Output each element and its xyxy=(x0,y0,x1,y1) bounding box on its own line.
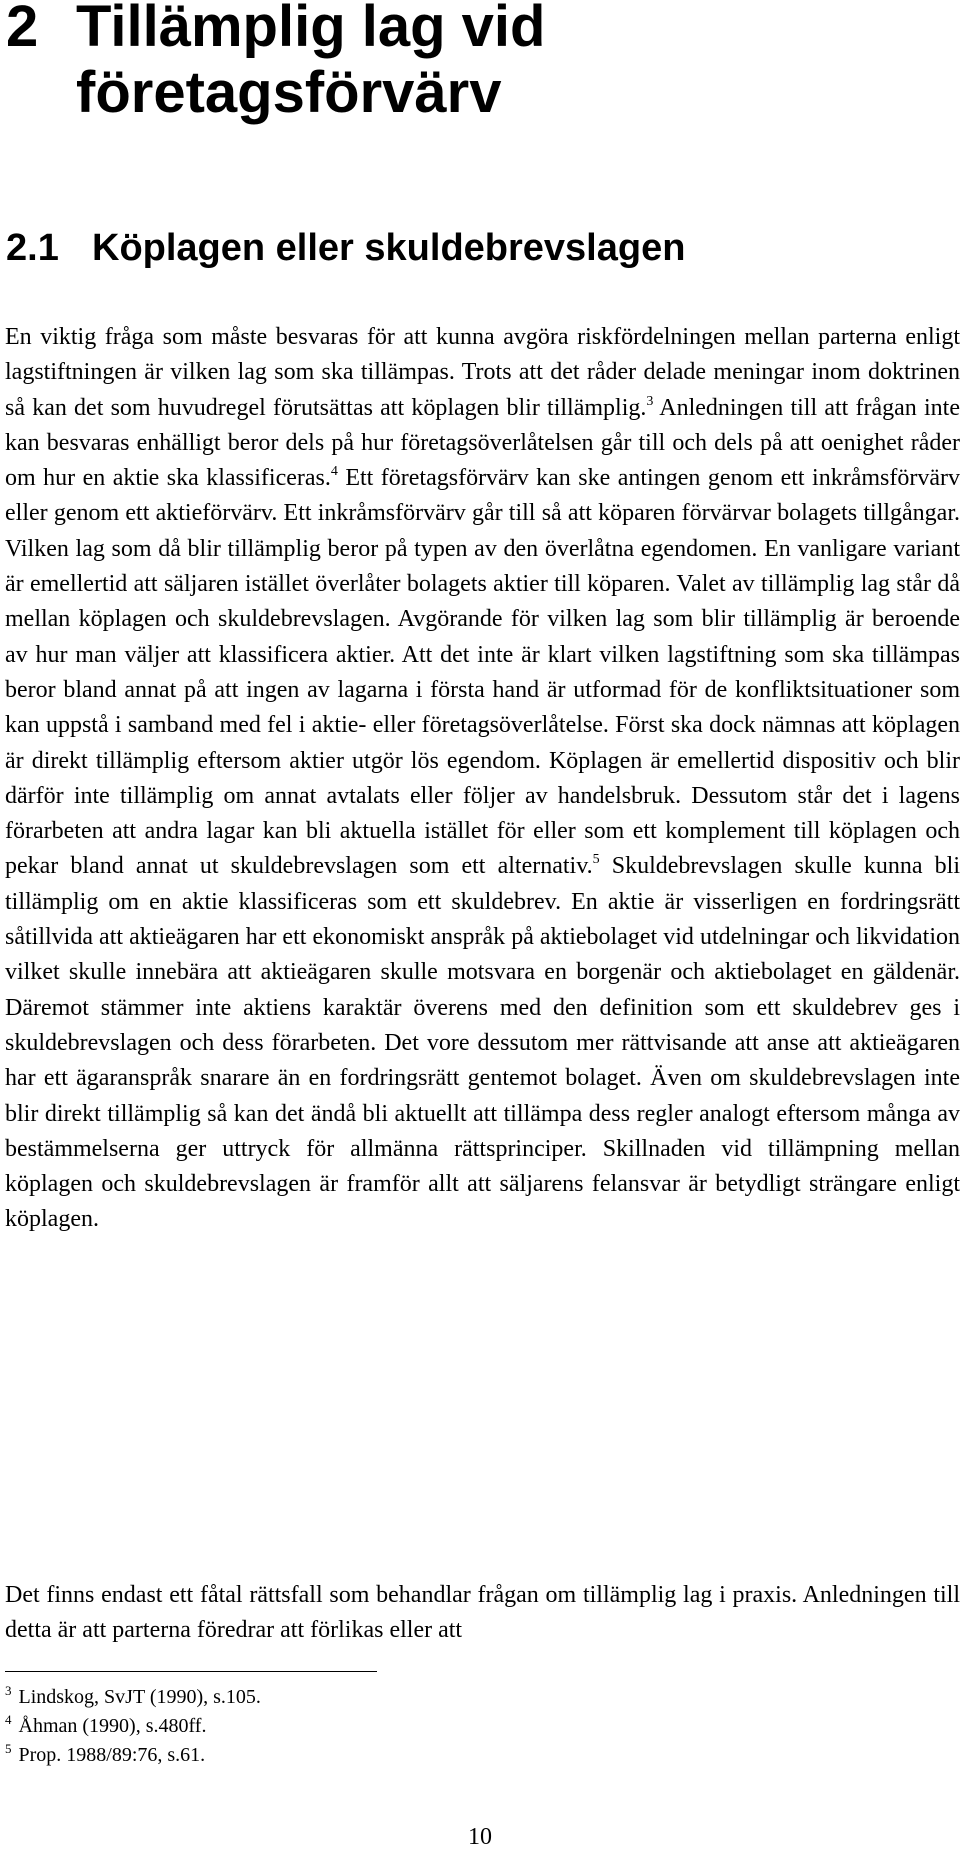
footnote-number: 5 xyxy=(5,1741,12,1756)
paragraph1-part1: En viktig fråga som måste besvaras för att kunna avgöra riskfördelningen mellan parterna enligt lagstiftningen är vilken lag som ska tillämpas. Trots att det råder delade meningar inom doktrinen så kan det som huvudregel förutsättas att köplagen blir tillämplig. xyxy=(5,324,960,421)
footnote-number: 3 xyxy=(5,1683,12,1698)
body-paragraph-2: Det finns endast ett fåtal rättsfall som behandlar frågan om tillämplig lag i praxis. Anledningen till detta är att parterna föredrar att förlikas eller att xyxy=(5,1582,960,1644)
chapter-heading xyxy=(6,0,906,126)
footnote-text: Lindskog, SvJT (1990), s.105. xyxy=(18,1686,261,1708)
footnote-ref-3: 3 xyxy=(646,393,654,409)
section-number: 2.1 xyxy=(6,227,59,269)
page-number: 10 xyxy=(468,1824,492,1850)
paragraph1-part4: Skuldebrevslagen skulle kunna bli tillämplig om en aktie klassificeras som ett skuldebrev. En aktie är visserligen en fordringsrätt såtillvida att aktieägaren har ett ekonomiskt anspråk på aktiebolaget vid utdelningar och likvidation vilket skulle innebära att aktieägaren skulle motsvara en borgenär och aktiebolaget en gäldenär. Däremot stämmer inte aktiens karaktär överens med den definition som ett skuldebrev ges i skuldebrevslagen och dess förarbeten. Det vore dessutom mer rättvisande att anse att aktieägaren har ett ägaranspråk snarare än en fordringsrätt gentemot bolaget. Även om skuldebrevslagen inte blir direkt tillämplig så kan det ändå bli aktuellt att tillämpa dess regler analogt eftersom många av bestämmelserna ger uttryck för allmänna rättsprinciper. Skillnaden vid tillämpning mellan köplagen och skuldebrevslagen är framför allt att säljarens felansvar är betydligt strängare enligt köplagen. xyxy=(5,853,960,1233)
footnote-3 xyxy=(5,1683,905,1712)
paragraph1-part2: Anledningen till att frågan inte kan besvaras enhälligt beror dels på hur företagsöverlåtelsen går till och dels på att oenighet råder om hur en aktie ska klassificeras. xyxy=(5,394,960,492)
footnote-separator xyxy=(5,1671,377,1672)
footnote-4 xyxy=(5,1712,905,1741)
footnote-text: Prop. 1988/89:76, s.61. xyxy=(18,1744,206,1766)
section-title: Köplagen eller skuldebrevslagen xyxy=(92,227,686,269)
chapter-number: 2 xyxy=(6,0,39,59)
footnote-ref-4: 4 xyxy=(330,464,338,480)
footnote-number: 4 xyxy=(5,1712,12,1727)
paragraph1-part3: Ett företagsförvärv kan ske antingen genom ett inkråmsförvärv eller genom ett aktieförvärv. Ett inkråmsförvärv går till så att köparen förvärvar bolagets tillgångar. Vilken lag som då blir tillämplig beror på typen av den överlåtna egendomen. En vanligare variant är emellertid att säljaren istället överlåter bolagets aktier till köparen. Valet av tillämplig lag står då mellan köplagen och skuldebrevslagen. Avgörande för vilken lag som blir tillämplig är beroende av hur man väljer att klassificera aktier. Att det inte är klart vilken lagstiftning som ska tillämpas beror bland annat på att ingen av lagarna i första hand är utformad för de konfliktsituationer som kan uppstå i samband med fel i aktie- eller företagsöverlåtelse. Först ska dock nämnas att köplagen är direkt tillämplig eftersom aktier utgör lös egendom. Köplagen är emellertid dispositiv och blir därför inte tillämplig om annat avtalats eller följer av handelsbruk. Dessutom står det i lagens förarbeten att andra lagar kan bli aktuella istället för eller som ett komplement till köplagen och pekar bland annat ut skuldebrevslagen som ett alternativ. xyxy=(5,465,960,880)
footnote-text: Åhman (1990), s.480ff. xyxy=(18,1715,207,1737)
footnote-ref-5: 5 xyxy=(592,852,600,868)
footnotes xyxy=(5,1683,905,1770)
chapter-title-line1: Tillämplig lag vid xyxy=(76,0,546,59)
body-paragraph-1 xyxy=(5,320,960,1238)
footnote-5 xyxy=(5,1741,905,1770)
section-heading xyxy=(6,224,685,272)
chapter-title-line2: företagsförvärv xyxy=(76,60,502,125)
